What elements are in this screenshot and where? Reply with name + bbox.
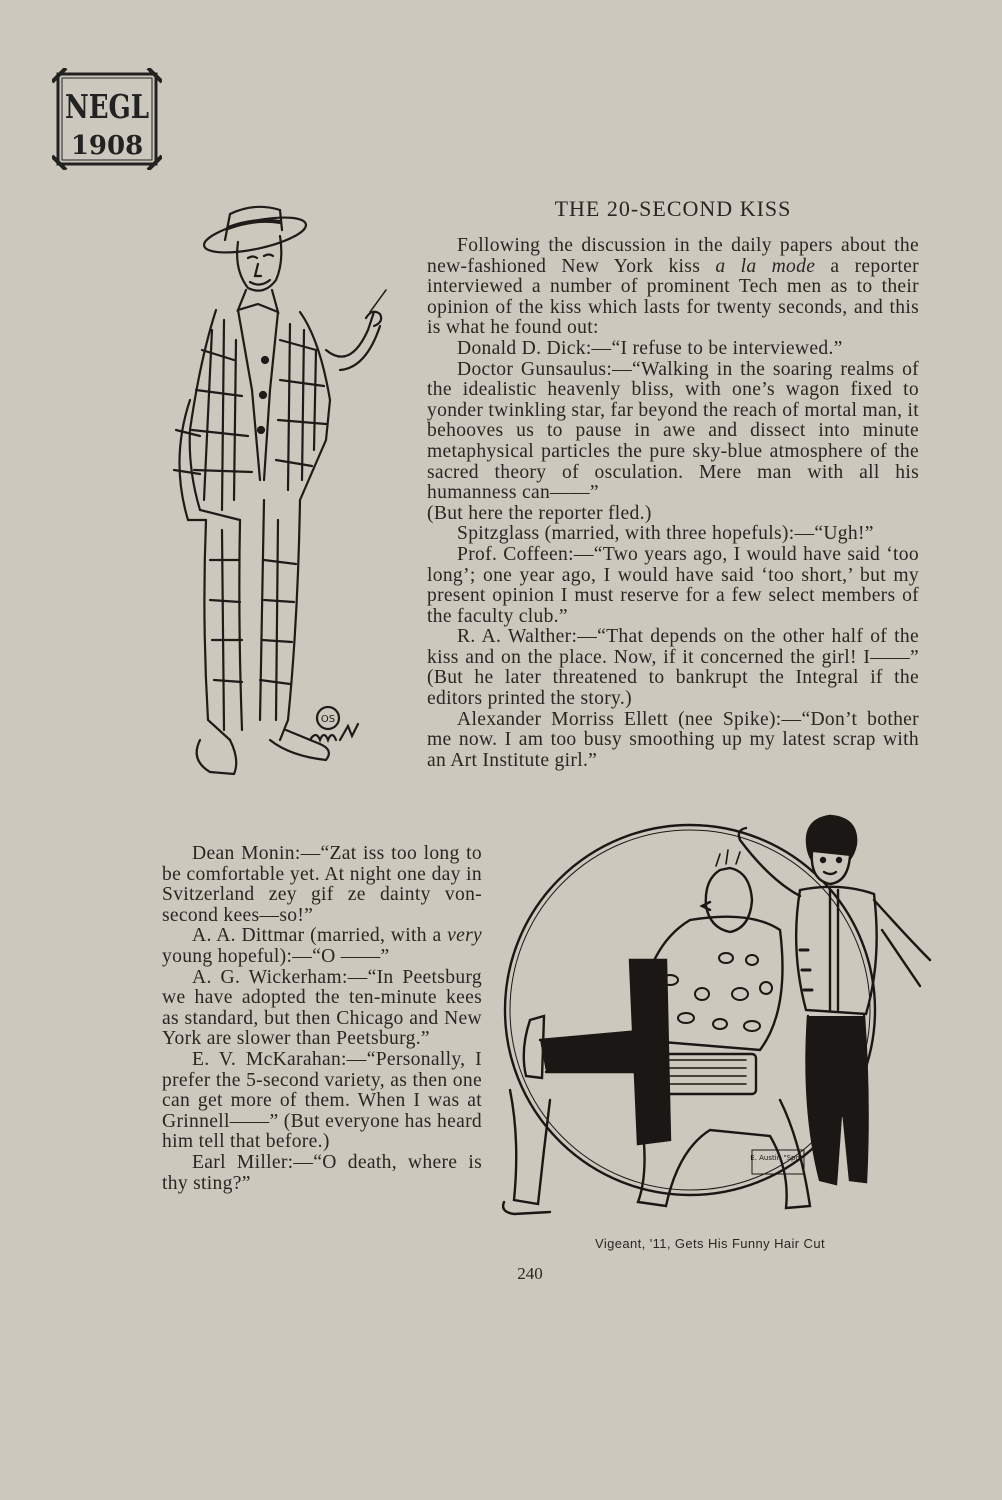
svg-text:OS: OS [320,714,336,725]
quote-spitzglass: Spitzglass (married, with three hopefuls):—“Ugh!” [457,523,874,545]
man-in-plaid-suit-illustration [130,200,390,800]
quote-dittmar: A. A. Dittmar (married, with a very young hopeful):—“O ——” [162,925,482,967]
quote-ellett: Alexander Morriss Ellett (nee Spike):—“Don’t bother me now. I am too busy smoothing up my latest scrap with an Art Institute girl.” [427,708,919,771]
quote-gunsaulus: Doctor Gunsaulus:—“Walking in the soaring realms of the idealistic heavenly bliss, with one’s wagon fixed to yonder twinkling star, far beyond the reach of mortal man, it behooves us to pause in awe and dissect into minute metaphysical particles the pure sky-blue atmosphere of the sacred theory of osculation. Mere man with all his humanness can——” [427,358,919,504]
article-body-left [162,844,482,1194]
quote-coffeen: Prof. Coffeen:—“Two years ago, I would have said ‘too long’; one year ago, I would have said ‘too short,’ but my present opinion I must reserve for a few select members of the faculty club.” [427,543,919,627]
quote-dick: Donald D. Dick:—“I refuse to be interviewed.” [457,337,843,359]
haircut-illustration [490,810,940,1235]
svg-text:NEGL: NEGL [64,87,150,126]
quote-mckarahan: E. V. McKarahan:—“Personally, I prefer the 5-second variety, as then one can get more of them. When I was at Grinnell——” (But everyone has heard him tell that before.) [162,1048,482,1153]
illustration-caption: Vigeant, '11, Gets His Funny Hair Cut [595,1236,825,1251]
integral-1908-logo [52,68,162,170]
quote-miller: Earl Miller:—“O death, where is thy sting?” [162,1151,482,1194]
svg-text:1908: 1908 [70,131,144,161]
article-body-right [427,236,919,771]
article-title: THE 20-SECOND KISS [554,196,792,221]
reporter-fled-note: (But here the reporter fled.) [427,502,652,524]
intro-paragraph: Following the discussion in the daily papers about the new-fashioned New York kiss a la mode a reporter interviewed a number of prominent Tech men as to their opinion of the kiss which lasts for twenty seconds, and this is what he found out: [427,235,919,339]
quote-wickerham: A. G. Wickerham:—“In Peetsburg we have adopted the ten-minute kees as standard, but then Chicago and New York are slower than Peetsburg.” [162,966,482,1050]
quote-monin: Dean Monin:—“Zat iss too long to be comfortable yet. At night one day in Svitzerland zey gif ze dainty von-second kees—so!” [162,843,482,926]
page-number: 240 [517,1264,543,1283]
quote-walther: R. A. Walther:—“That depends on the other half of the kiss and on the place. Now, if it concerned the girl! I——” (But he later threatened to bankrupt the Integral if the editors printed the story.) [427,626,919,710]
svg-text:E. Austin "Spot": E. Austin "Spot" [750,1154,806,1162]
